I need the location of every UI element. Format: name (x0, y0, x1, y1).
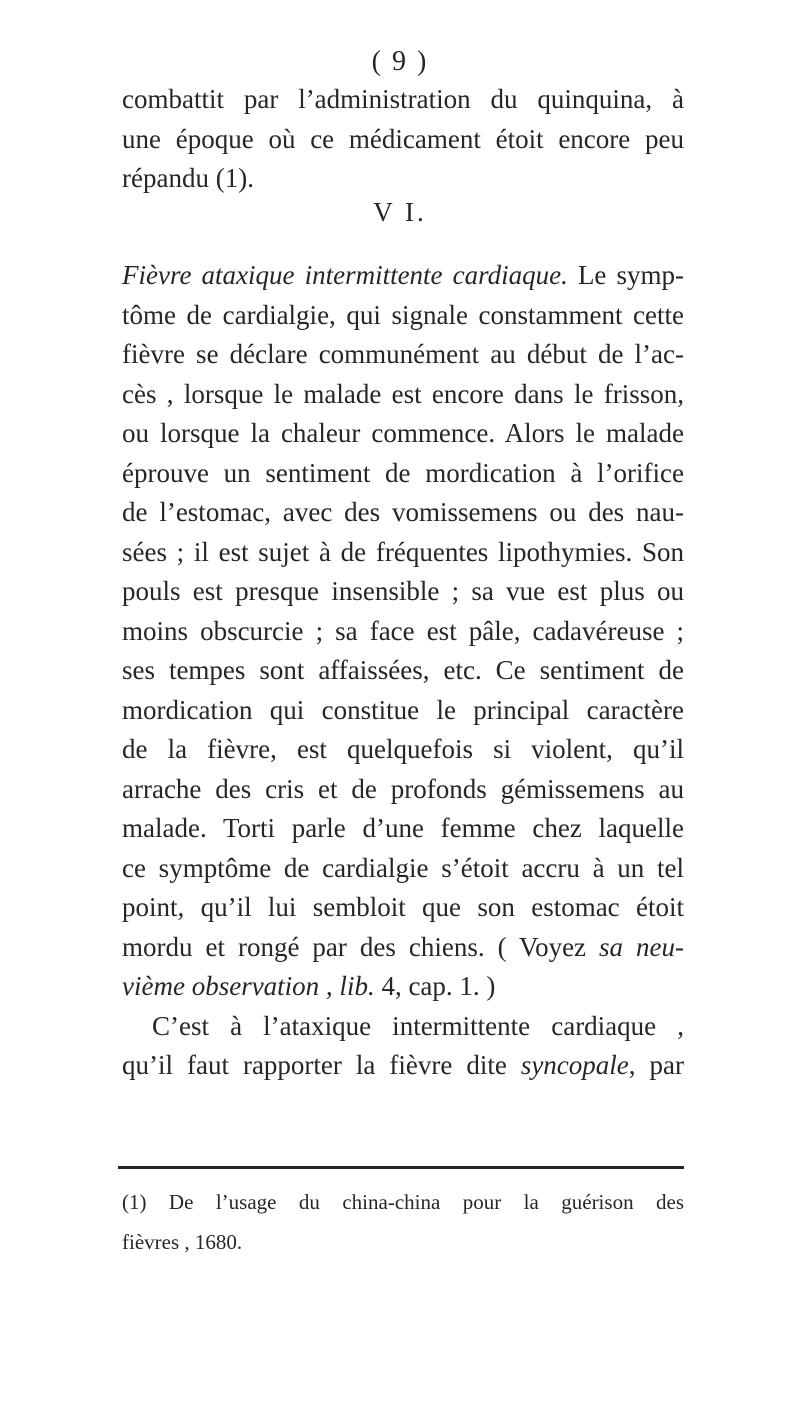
text-line: de la fièvre, est quelquefois si violent, qu’il (122, 734, 684, 764)
section-title: Fièvre ataxique intermittente cardiaque. (122, 260, 568, 290)
text-line (122, 967, 684, 1007)
section-heading: V I. (373, 197, 427, 227)
text-line: ce symptôme de cardialgie s’étoit accru à un tel (122, 852, 684, 883)
text-line: malade. Torti parle d’une femme chez laquelle (122, 813, 684, 843)
text-line (122, 1046, 684, 1086)
footnote (122, 1187, 684, 1266)
text-line: arrache des cris et de profonds gémissemens au (122, 773, 684, 804)
text-line: cès , lorsque le malade est encore dans le frisson, (122, 378, 684, 409)
text-line: tôme de cardialgie, qui signale constamment cette (122, 299, 684, 330)
text-line: répandu (1). (122, 163, 254, 193)
text-fragment: , par (628, 1050, 684, 1080)
text-line: moins obscurcie ; sa face est pâle, cadavéreuse ; (122, 615, 684, 646)
text-line: fièvre se déclare communément au début de l’ac- (122, 339, 684, 369)
text-line (122, 928, 684, 968)
text-line: C’est à l’ataxique intermittente cardiaque , (152, 1010, 684, 1041)
text-fragment: 4, cap. 1. ) (374, 971, 496, 1001)
text-line (122, 256, 684, 296)
paragraph-continuation (122, 80, 684, 199)
page-number: ( 9 ) (371, 46, 429, 77)
text-line: éprouve un sentiment de mordication à l’orifice (122, 457, 684, 488)
emphasis-text: syncopale (520, 1050, 629, 1080)
text-line: combattit par l’administration du quinquina, à (122, 84, 684, 114)
footnote-line: fièvres , 1680. (122, 1229, 243, 1254)
text-line: ou lorsque la chaleur commence. Alors le malade (122, 418, 684, 448)
section-body (122, 256, 684, 1086)
text-line: pouls est presque insensible ; sa vue est plus ou (122, 576, 684, 606)
text-line: mordication qui constitue le principal caractère (122, 694, 684, 725)
text-line: de l’estomac, avec des vomissemens ou des nau- (122, 497, 684, 527)
text-line: sées ; il est sujet à de fréquentes lipothymies. Son (122, 536, 684, 567)
text-fragment: qu’il faut rapporter la fièvre dite (122, 1050, 521, 1080)
reference-text: sa neu- (599, 931, 685, 962)
text-line: point, qu’il lui sembloit que son estomac étoit (122, 892, 684, 922)
text-fragment: mordu et rongé par des chiens. ( Voyez (122, 931, 587, 962)
reference-text: vième observation , lib. (122, 971, 375, 1001)
text-line: une époque où ce médicament étoit encore peu (122, 123, 684, 154)
footnote-divider (118, 1166, 684, 1169)
text-fragment: Le symp- (567, 260, 684, 290)
text-line: ses tempes sont affaissées, etc. Ce sentiment de (122, 655, 684, 685)
footnote-line: (1) De l’usage du china-china pour la guérison des (122, 1190, 684, 1214)
